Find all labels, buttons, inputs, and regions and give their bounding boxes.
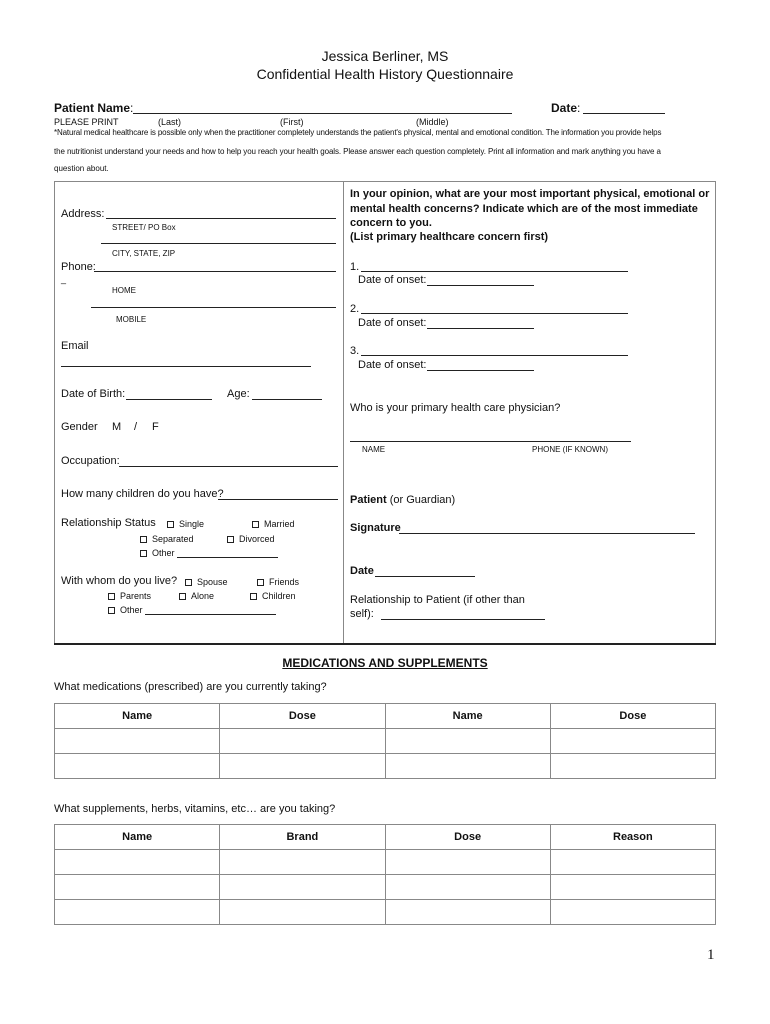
rel-separated-checkbox[interactable]: Separated [140, 534, 194, 544]
table-cell[interactable] [550, 729, 715, 754]
page-number: 1 [707, 947, 715, 963]
column-header: Name [385, 704, 550, 729]
checkbox-icon [108, 593, 115, 600]
rel-other-field[interactable] [177, 557, 278, 558]
table-cell[interactable] [385, 900, 550, 925]
relationship-field[interactable] [381, 619, 545, 620]
street-label: STREET/ PO Box [112, 223, 176, 232]
table-cell[interactable] [220, 900, 385, 925]
checkbox-icon [140, 536, 147, 543]
phone-dash: _ [61, 274, 67, 284]
concerns-question-1: In your opinion, what are your most important physical, emotional or [350, 188, 710, 200]
table-cell[interactable] [550, 850, 715, 875]
column-header: Dose [385, 825, 550, 850]
onset-1-label: Date of onset: [358, 274, 427, 286]
column-header: Name [55, 704, 220, 729]
table-header-row [55, 704, 716, 729]
concern-1-number: 1. [350, 261, 360, 273]
table-cell[interactable] [55, 850, 220, 875]
concern-2-field[interactable] [361, 313, 628, 314]
onset-2-label: Date of onset: [358, 317, 427, 329]
checkbox-icon [257, 579, 264, 586]
age-label: Age: [227, 388, 250, 400]
concerns-question-3: concern to you. [350, 217, 432, 229]
table-cell[interactable] [220, 850, 385, 875]
first-label: (First) [280, 117, 304, 127]
form-title: Confidential Health History Questionnaire [256, 66, 514, 82]
section-bottom-rule [54, 643, 716, 645]
relationship-to-patient-2: self): [350, 608, 374, 620]
age-field[interactable] [252, 399, 322, 400]
concern-3-field[interactable] [361, 355, 628, 356]
table-row [55, 875, 716, 900]
gender-separator: / [134, 421, 138, 433]
table-cell[interactable] [55, 754, 220, 779]
date-label: Date: [551, 101, 581, 115]
address-street-field[interactable] [106, 218, 336, 219]
phone-home-field[interactable] [94, 271, 336, 272]
live-other-checkbox[interactable]: Other [108, 605, 143, 615]
dob-label: Date of Birth: [61, 388, 126, 400]
city-label: CITY, STATE, ZIP [112, 249, 176, 258]
table-cell[interactable] [550, 875, 715, 900]
live-children-checkbox[interactable]: Children [250, 591, 296, 601]
column-header: Name [55, 825, 220, 850]
column-divider [343, 181, 344, 644]
address-city-field[interactable] [101, 243, 336, 244]
physician-question: Who is your primary health care physician? [350, 402, 561, 414]
intro-line-3: question about. [54, 164, 109, 173]
signature-label: Signature [350, 522, 401, 534]
sign-date-label: Date [350, 565, 374, 577]
occupation-field[interactable] [119, 466, 338, 467]
gender-m-option[interactable]: M [112, 421, 122, 433]
physician-name-label: NAME [362, 445, 386, 454]
table-row [55, 900, 716, 925]
checkbox-icon [108, 607, 115, 614]
physician-phone-label: PHONE (IF KNOWN) [532, 445, 608, 454]
please-print-label: PLEASE PRINT [54, 117, 119, 127]
column-header: Reason [550, 825, 715, 850]
table-cell[interactable] [550, 900, 715, 925]
rel-divorced-checkbox[interactable]: Divorced [227, 534, 275, 544]
email-field[interactable] [61, 366, 311, 367]
mobile-label: MOBILE [116, 315, 147, 324]
rel-married-checkbox[interactable]: Married [252, 519, 295, 529]
onset-2-field[interactable] [427, 328, 534, 329]
children-field[interactable] [218, 499, 338, 500]
checkbox-icon [185, 579, 192, 586]
table-cell[interactable] [55, 729, 220, 754]
column-header: Dose [550, 704, 715, 729]
concern-2-number: 2. [350, 303, 360, 315]
signature-field[interactable] [399, 533, 695, 534]
phone-mobile-field[interactable] [91, 307, 336, 308]
intro-line-2: the nutritionist understand your needs and how to help you reach your health goals. Please answer each question completely. Print all information and mark anything you have a [54, 147, 661, 156]
checkbox-icon [252, 521, 259, 528]
sign-date-field[interactable] [375, 576, 475, 577]
rel-other-checkbox[interactable]: Other [140, 548, 175, 558]
table-cell[interactable] [385, 875, 550, 900]
medications-heading: MEDICATIONS AND SUPPLEMENTS [282, 656, 488, 670]
table-header-row [55, 825, 716, 850]
checkbox-icon [250, 593, 257, 600]
physician-field[interactable] [350, 441, 631, 442]
supplements-question: What supplements, herbs, vitamins, etc… are you taking? [54, 803, 336, 815]
concerns-question-2: mental health concerns? Indicate which are of the most immediate [350, 203, 698, 215]
checkbox-icon [179, 593, 186, 600]
relationship-status-label: Relationship Status [61, 517, 156, 529]
table-cell[interactable] [550, 754, 715, 779]
phone-label: Phone: [61, 261, 96, 273]
practitioner-name: Jessica Berliner, MS [321, 48, 449, 64]
email-label: Email [61, 340, 89, 352]
table-cell[interactable] [385, 729, 550, 754]
checkbox-icon [227, 536, 234, 543]
table-cell[interactable] [385, 850, 550, 875]
middle-label: (Middle) [416, 117, 449, 127]
onset-3-field[interactable] [427, 370, 534, 371]
patient-name-label: Patient Name: [54, 101, 134, 115]
medications-table [54, 703, 716, 779]
table-cell[interactable] [55, 875, 220, 900]
onset-3-label: Date of onset: [358, 359, 427, 371]
live-with-label: With whom do you live? [61, 575, 178, 587]
live-friends-checkbox[interactable]: Friends [257, 577, 299, 587]
gender-label: Gender [61, 421, 98, 433]
address-label: Address: [61, 208, 105, 220]
live-alone-checkbox[interactable]: Alone [179, 591, 214, 601]
table-cell[interactable] [385, 754, 550, 779]
patient-name-field[interactable] [133, 113, 512, 114]
live-other-field[interactable] [145, 614, 276, 615]
medications-question: What medications (prescribed) are you currently taking? [54, 681, 327, 693]
date-field[interactable] [583, 113, 665, 114]
intro-line-1: *Natural medical healthcare is possible only when the practitioner completely understands the patient's physical, mental and emotional condition. The information you provide helps [54, 128, 662, 137]
table-row [55, 729, 716, 754]
column-header: Brand [220, 825, 385, 850]
supplements-table [54, 824, 716, 925]
home-label: HOME [112, 286, 136, 295]
table-row [55, 754, 716, 779]
rel-single-checkbox[interactable]: Single [167, 519, 204, 529]
onset-1-field[interactable] [427, 285, 534, 286]
dob-field[interactable] [126, 399, 212, 400]
patient-guardian-label: Patient (or Guardian) [350, 494, 456, 506]
checkbox-icon [140, 550, 147, 557]
last-label: (Last) [158, 117, 182, 127]
concern-3-number: 3. [350, 345, 360, 357]
concern-1-field[interactable] [361, 271, 628, 272]
concerns-question-4: (List primary healthcare concern first) [350, 231, 549, 243]
occupation-label: Occupation: [61, 455, 120, 467]
table-cell[interactable] [220, 754, 385, 779]
table-row [55, 850, 716, 875]
relationship-to-patient-1: Relationship to Patient (if other than [350, 594, 525, 606]
table-cell[interactable] [220, 729, 385, 754]
table-cell[interactable] [55, 900, 220, 925]
column-header: Dose [220, 704, 385, 729]
table-cell[interactable] [220, 875, 385, 900]
gender-f-option[interactable]: F [152, 421, 159, 433]
checkbox-icon [167, 521, 174, 528]
live-spouse-checkbox[interactable]: Spouse [185, 577, 228, 587]
children-label: How many children do you have? [61, 488, 224, 500]
live-parents-checkbox[interactable]: Parents [108, 591, 151, 601]
